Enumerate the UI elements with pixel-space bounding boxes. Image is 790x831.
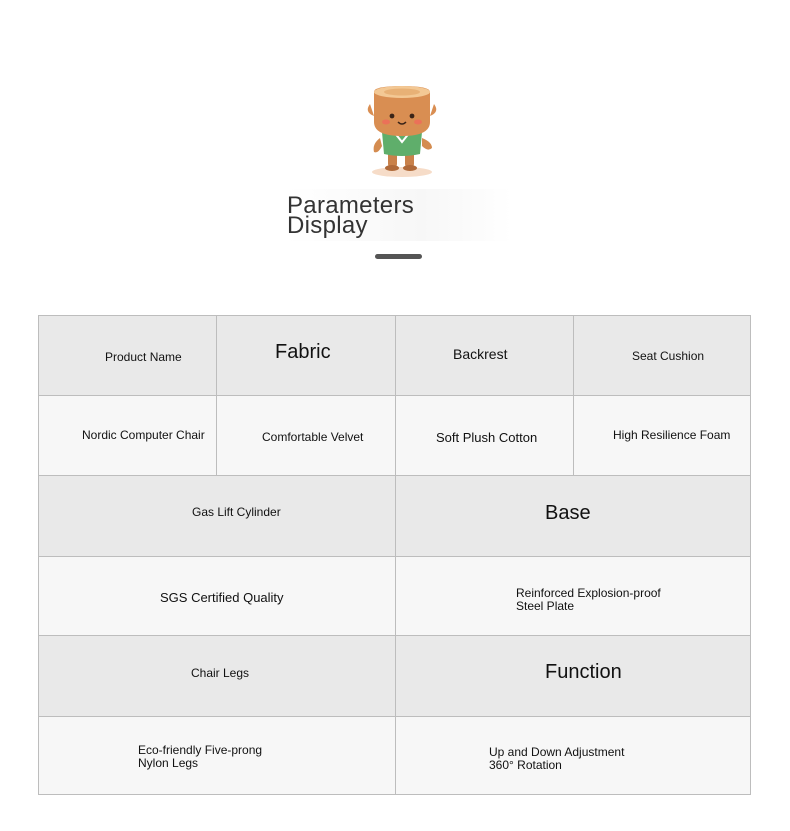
table-cell-gas-lift-cylinder-label <box>39 476 396 557</box>
cell-text: Base <box>545 502 591 524</box>
cell-text: Fabric <box>275 341 331 363</box>
table-cell-fabric-label <box>217 316 396 396</box>
cell-text: Seat Cushion <box>632 349 705 363</box>
cell-text: Nordic Computer Chair <box>82 428 205 442</box>
table-cell-function-value <box>396 717 750 794</box>
cell-text: Comfortable Velvet <box>262 430 364 444</box>
cell-text: Gas Lift Cylinder <box>192 505 281 519</box>
page-title-line-1: Parameters <box>287 192 415 219</box>
cell-text: Function <box>545 661 622 683</box>
table-cell-base-label <box>396 476 750 557</box>
cell-text: High Resilience Foam <box>613 428 731 442</box>
table-cell-function-label <box>396 636 750 717</box>
cell-text: Soft Plush Cotton <box>436 430 538 445</box>
cell-text: Product Name <box>105 350 182 364</box>
mascot-icon <box>364 82 440 178</box>
table-cell-product-name-value <box>39 396 217 476</box>
page-title-line-2: Display <box>287 212 368 239</box>
table-cell-backrest-label <box>396 316 574 396</box>
title-underline <box>375 254 422 259</box>
table-cell-seat-cushion-label <box>574 316 750 396</box>
table-cell-fabric-value <box>217 396 396 476</box>
table-cell-backrest-value <box>396 396 574 476</box>
table-cell-gas-lift-cylinder-value <box>39 557 396 636</box>
parameters-table <box>38 315 751 795</box>
table-cell-chair-legs-label <box>39 636 396 717</box>
table-cell-seat-cushion-value <box>574 396 750 476</box>
cell-text: Chair Legs <box>191 666 250 680</box>
page-title <box>287 192 415 239</box>
table-cell-product-name-label <box>39 316 217 396</box>
cell-text: Eco-friendly Five-prong Nylon Legs <box>138 743 263 770</box>
cell-text: SGS Certified Quality <box>160 590 284 605</box>
cell-text: Backrest <box>453 346 508 362</box>
table-cell-base-value <box>396 557 750 636</box>
table-cell-chair-legs-value <box>39 717 396 794</box>
cell-text: Up and Down Adjustment 360° Rotation <box>489 745 625 772</box>
cell-text: Reinforced Explosion-proof Steel Plate <box>516 586 661 613</box>
